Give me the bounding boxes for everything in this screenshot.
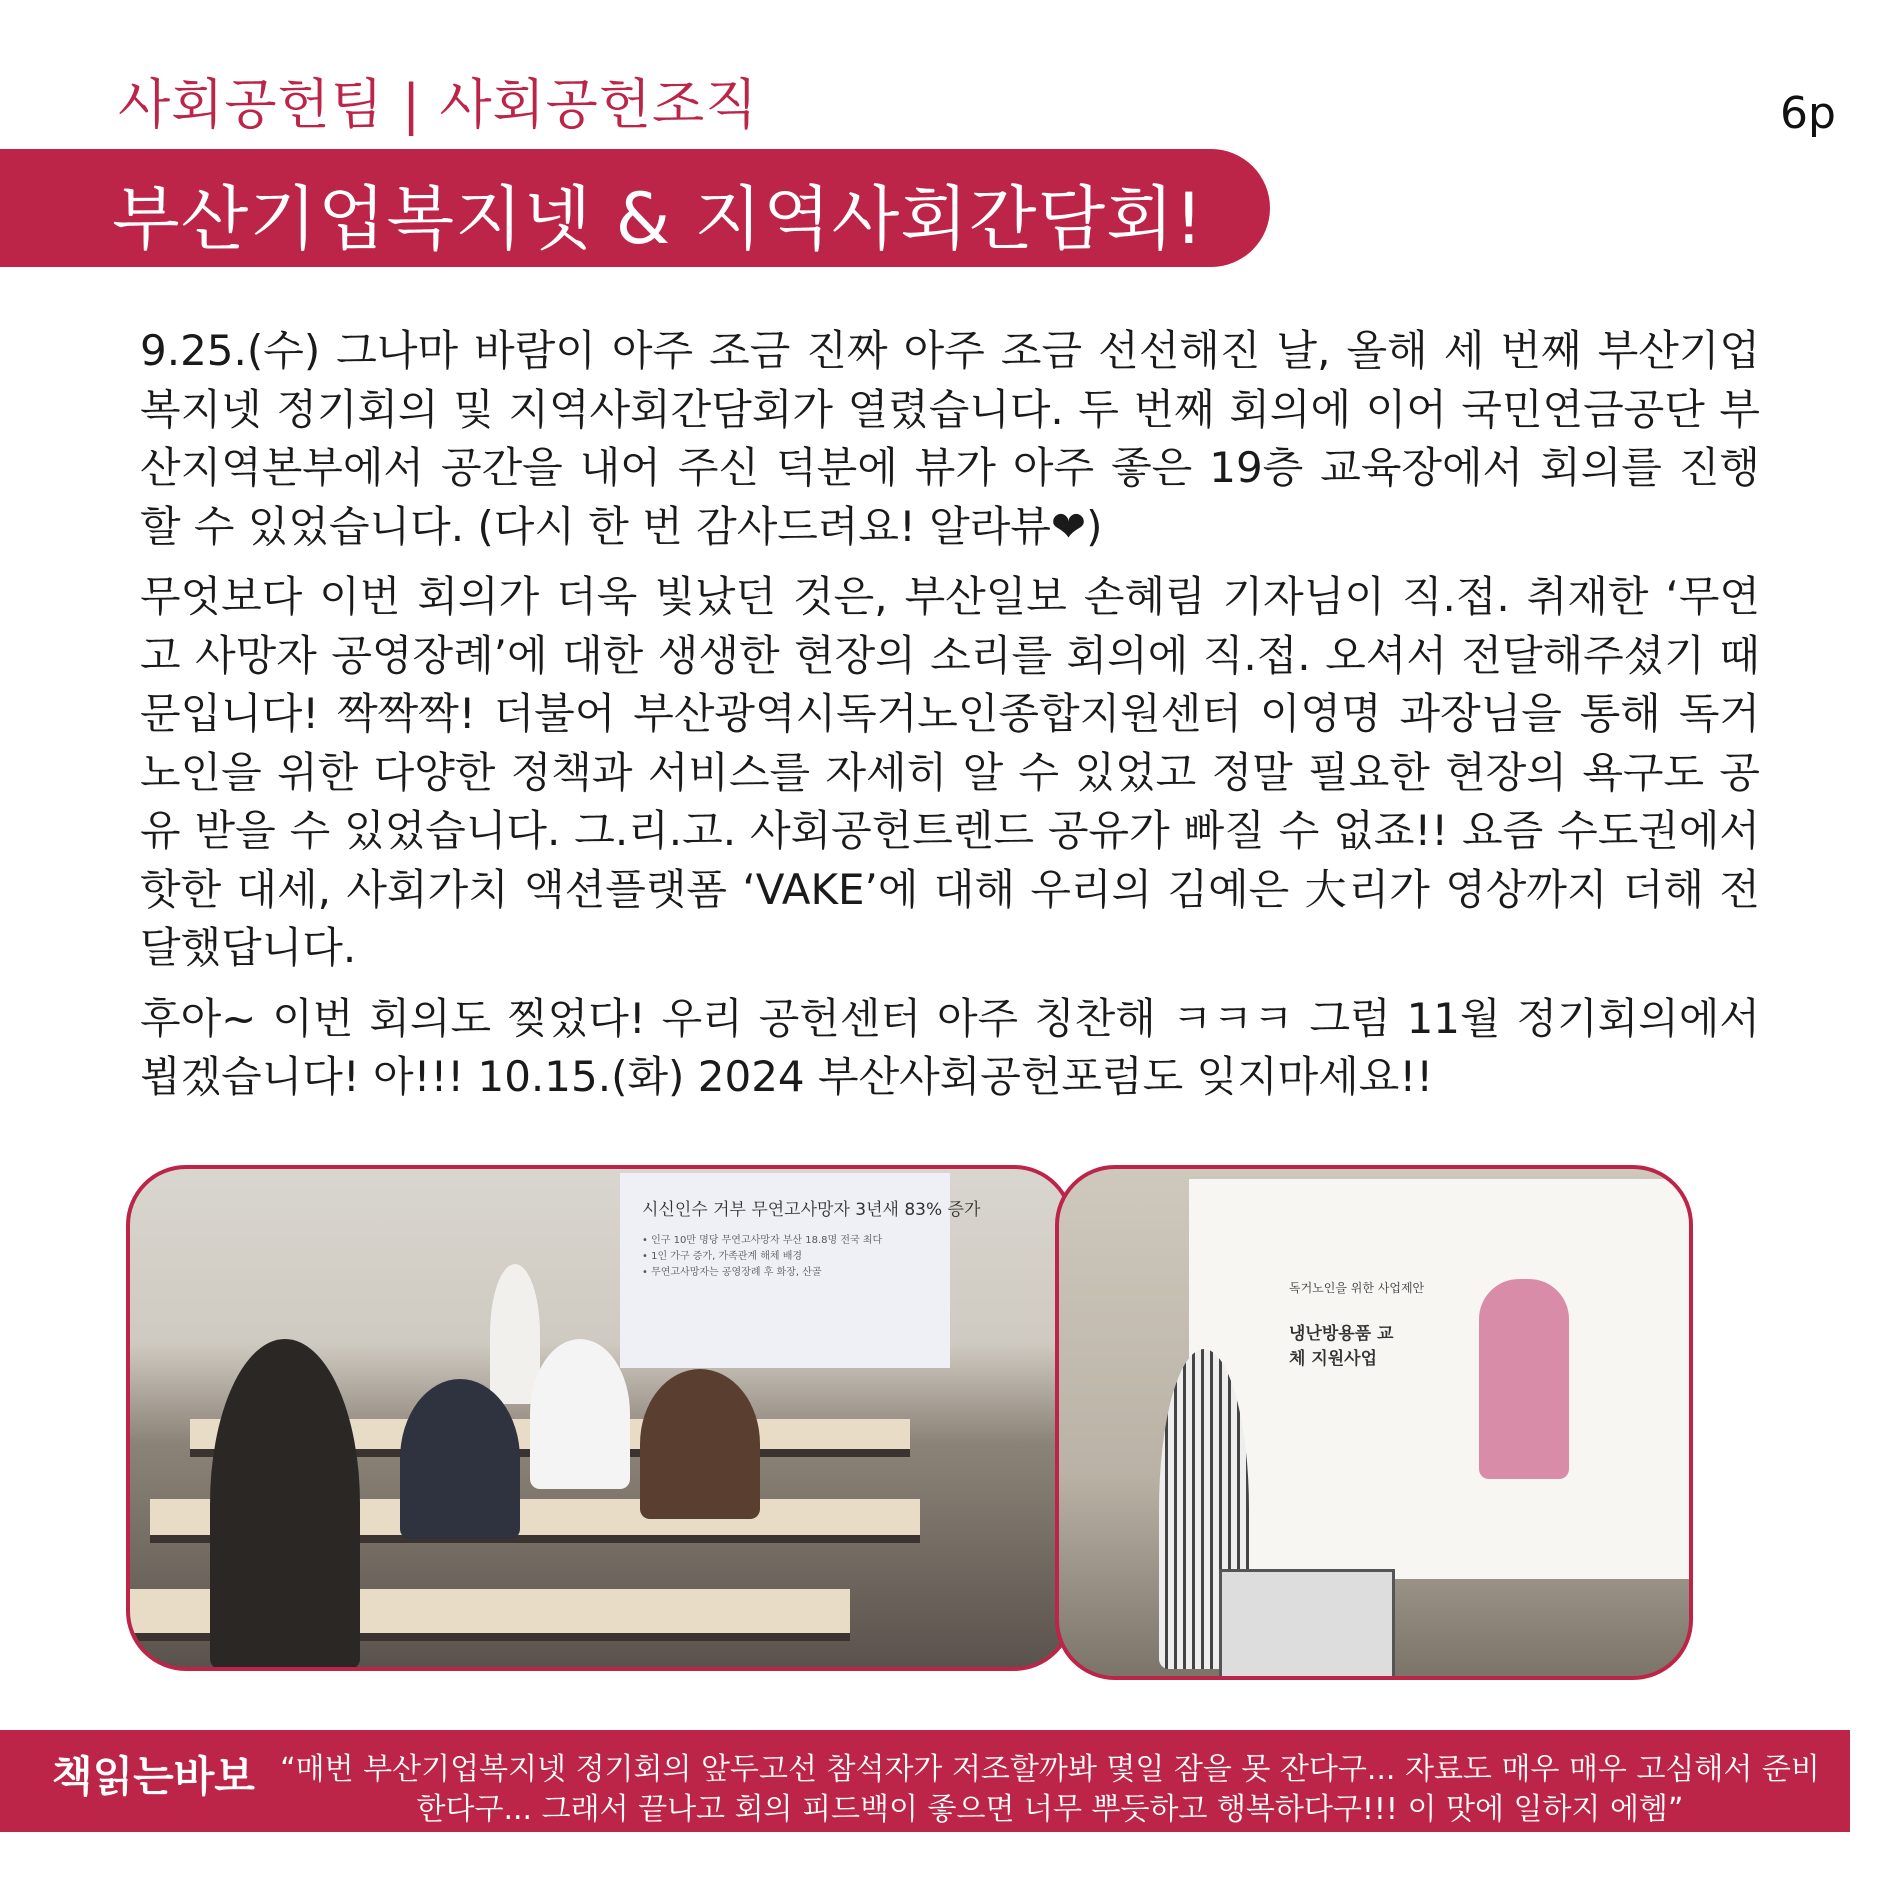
meeting-photo-right bbox=[1055, 1165, 1693, 1680]
paragraph: 무엇보다 이번 회의가 더욱 빛났던 것은, 부산일보 손혜림 기자님이 직.접. 취재한 ‘무연고 사망자 공영장례’에 대한 생생한 현장의 소리를 회의에 직.접. 오셔서 전달해주셨기 때문입니다! 짝짝짝! 더불어 부산광역시독거노인종합지원센터 이영명 과장님을 통해 독거노인을 위한 다양한 정책과 서비스를 자세히 알 수 있었고 정말 필요한 현장의 욕구도 공유 받을 수 있었습니다. 그.리.고. 사회공헌트렌드 공유가 빠질 수 없죠!! 요즘 수도권에서 핫한 대세, 사회가치 액션플랫폼 ‘VAKE’에 대해 우리의 김예은 大리가 영상까지 더해 전달했답니다. bbox=[140, 572, 1760, 972]
slide-bullet: • 인구 10만 명당 무연고사망자 부산 18.8명 전국 최다 bbox=[642, 1235, 883, 1246]
slide-photo bbox=[1479, 1279, 1569, 1479]
page-title: 부산기업복지넷 & 지역사회간담회! bbox=[112, 178, 1204, 260]
slide-title: 시신인수 거부 무연고사망자 3년새 83% 증가 bbox=[642, 1200, 981, 1220]
paragraph: 후아~ 이번 회의도 찢었다! 우리 공헌센터 아주 칭찬해 ㅋㅋㅋ 그럼 11월 정기회의에서 뵙겠습니다! 아!!! 10.15.(화) 2024 부산사회공헌포럼도 잊지마세요!! bbox=[140, 993, 1760, 1101]
attendee bbox=[640, 1369, 760, 1519]
presenter bbox=[490, 1264, 540, 1404]
slide-bullet: • 무연고사망자는 공영장례 후 화장, 산골 bbox=[642, 1267, 822, 1278]
staff-comment-bar bbox=[0, 1730, 1850, 1832]
slide-title: 냉난방용품 교체 지원사업 bbox=[1289, 1324, 1394, 1369]
projector-screen bbox=[620, 1173, 981, 1368]
podium bbox=[1219, 1569, 1395, 1680]
page-number: 6p bbox=[1780, 88, 1836, 139]
projector-screen bbox=[1189, 1179, 1689, 1579]
meeting-photo-left bbox=[126, 1165, 1074, 1671]
slide-subtitle: 독거노인을 위한 사업제안 bbox=[1289, 1281, 1425, 1295]
attendee bbox=[400, 1379, 520, 1539]
slide-bullet: • 1인 가구 증가, 가족관계 해체 배경 bbox=[642, 1251, 803, 1262]
staff-nickname: 책읽는바보 bbox=[52, 1752, 255, 1801]
staff-quote: “매번 부산기업복지넷 정기회의 앞두고선 참석자가 저조할까봐 몇일 잠을 못 잔다구... 자료도 매우 매우 고심해서 준비한다구... 그래서 끝나고 회의 피드백이 좋으면 너무 뿌듯하고 행복하다구!!! 이 맛에 일하지 에헴” bbox=[280, 1752, 1820, 1827]
attendee bbox=[530, 1339, 630, 1489]
paragraph: 9.25.(수) 그나마 바람이 아주 조금 진짜 아주 조금 선선해진 날, 올해 세 번째 부산기업복지넷 정기회의 및 지역사회간담회가 열렸습니다. 두 번째 회의에 이어 국민연금공단 부산지역본부에서 공간을 내어 주신 덕분에 뷰가 아주 좋은 19층 교육장에서 회의를 진행 할 수 있었습니다. (다시 한 번 감사드려요! 알라뷰❤) bbox=[140, 326, 1760, 551]
article-body bbox=[140, 322, 1760, 1119]
title-banner bbox=[0, 149, 1270, 267]
section-subtitle: 사회공헌팀 | 사회공헌조직 bbox=[118, 73, 759, 136]
attendee bbox=[210, 1339, 360, 1669]
